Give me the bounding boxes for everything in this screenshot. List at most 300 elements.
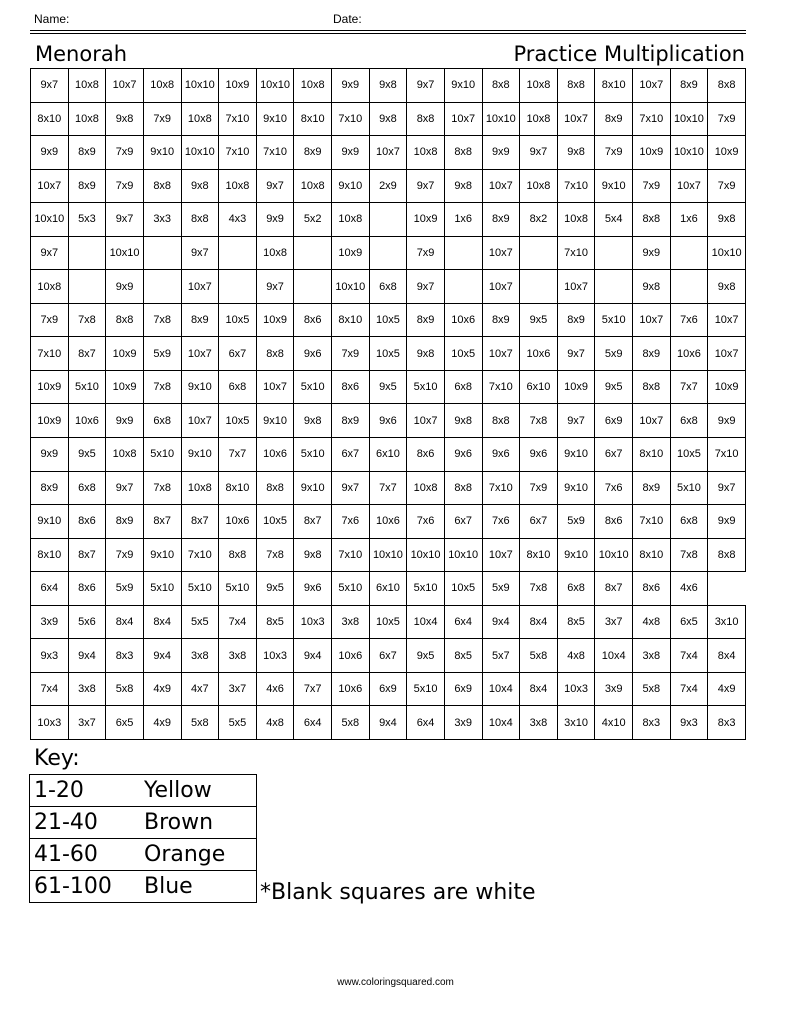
grid-cell[interactable]: 8x4 [106, 605, 144, 639]
grid-cell[interactable]: 5x10 [407, 370, 445, 404]
grid-cell[interactable]: 4x8 [633, 605, 671, 639]
grid-cell[interactable]: 9x10 [181, 438, 219, 472]
grid-cell[interactable] [444, 236, 482, 270]
grid-cell[interactable]: 10x4 [482, 672, 520, 706]
grid-cell[interactable]: 5x6 [68, 605, 106, 639]
grid-cell[interactable]: 9x7 [106, 203, 144, 237]
grid-cell[interactable]: 8x6 [595, 505, 633, 539]
grid-cell[interactable]: 8x10 [31, 538, 69, 572]
grid-cell[interactable]: 8x10 [595, 69, 633, 103]
grid-cell[interactable]: 5x10 [595, 303, 633, 337]
grid-cell[interactable]: 9x8 [181, 169, 219, 203]
grid-cell[interactable]: 5x9 [106, 572, 144, 606]
grid-cell[interactable]: 7x8 [520, 572, 558, 606]
grid-cell[interactable]: 10x7 [181, 270, 219, 304]
grid-cell[interactable]: 10x3 [294, 605, 332, 639]
grid-cell[interactable]: 9x9 [256, 203, 294, 237]
grid-cell[interactable]: 8x4 [520, 605, 558, 639]
grid-cell[interactable]: 8x8 [256, 471, 294, 505]
grid-cell[interactable]: 9x7 [407, 169, 445, 203]
grid-cell[interactable]: 6x5 [670, 605, 708, 639]
grid-cell[interactable]: 10x6 [444, 303, 482, 337]
grid-cell[interactable]: 6x5 [106, 706, 144, 740]
grid-cell[interactable]: 8x4 [520, 672, 558, 706]
grid-cell[interactable]: 5x8 [520, 639, 558, 673]
grid-cell[interactable]: 10x7 [557, 270, 595, 304]
grid-cell[interactable]: 7x9 [708, 102, 746, 136]
grid-cell[interactable]: 6x4 [31, 572, 69, 606]
grid-cell[interactable]: 10x7 [633, 69, 671, 103]
grid-cell[interactable]: 3x7 [595, 605, 633, 639]
grid-cell[interactable]: 6x8 [444, 370, 482, 404]
grid-cell[interactable]: 7x6 [482, 505, 520, 539]
grid-cell[interactable]: 8x8 [633, 370, 671, 404]
grid-cell[interactable]: 9x6 [294, 572, 332, 606]
grid-cell[interactable]: 10x10 [369, 538, 407, 572]
grid-cell[interactable]: 10x5 [369, 337, 407, 371]
grid-cell[interactable]: 10x8 [520, 102, 558, 136]
grid-cell[interactable]: 6x10 [520, 370, 558, 404]
grid-cell[interactable]: 10x8 [520, 69, 558, 103]
grid-cell[interactable]: 10x5 [444, 337, 482, 371]
grid-cell[interactable]: 8x10 [219, 471, 257, 505]
grid-cell[interactable]: 8x8 [106, 303, 144, 337]
grid-cell[interactable]: 7x8 [68, 303, 106, 337]
grid-cell[interactable]: 6x7 [444, 505, 482, 539]
grid-cell[interactable]: 6x8 [670, 505, 708, 539]
grid-cell[interactable]: 9x9 [708, 505, 746, 539]
grid-cell[interactable] [670, 270, 708, 304]
grid-cell[interactable]: 5x3 [68, 203, 106, 237]
grid-cell[interactable]: 8x9 [181, 303, 219, 337]
grid-cell[interactable]: 10x7 [482, 169, 520, 203]
grid-cell[interactable]: 8x7 [595, 572, 633, 606]
grid-cell[interactable]: 10x8 [407, 136, 445, 170]
grid-cell[interactable]: 9x8 [369, 102, 407, 136]
grid-cell[interactable]: 4x9 [708, 672, 746, 706]
grid-cell[interactable] [595, 236, 633, 270]
grid-cell[interactable]: 7x10 [332, 102, 370, 136]
grid-cell[interactable]: 10x7 [106, 69, 144, 103]
grid-cell[interactable]: 8x5 [444, 639, 482, 673]
grid-cell[interactable]: 10x5 [256, 505, 294, 539]
grid-cell[interactable]: 8x6 [68, 572, 106, 606]
grid-cell[interactable]: 9x7 [31, 236, 69, 270]
grid-cell[interactable]: 10x9 [219, 69, 257, 103]
grid-cell[interactable]: 9x10 [256, 102, 294, 136]
grid-cell[interactable]: 3x9 [444, 706, 482, 740]
grid-cell[interactable]: 10x6 [520, 337, 558, 371]
grid-cell[interactable]: 10x10 [407, 538, 445, 572]
grid-cell[interactable]: 10x7 [444, 102, 482, 136]
grid-cell[interactable]: 8x8 [482, 404, 520, 438]
grid-cell[interactable]: 9x9 [31, 136, 69, 170]
grid-cell[interactable]: 6x9 [444, 672, 482, 706]
grid-cell[interactable]: 9x5 [520, 303, 558, 337]
grid-cell[interactable] [68, 270, 106, 304]
grid-cell[interactable]: 5x9 [557, 505, 595, 539]
grid-cell[interactable]: 8x10 [332, 303, 370, 337]
grid-cell[interactable]: 8x8 [407, 102, 445, 136]
grid-cell[interactable]: 8x9 [633, 337, 671, 371]
grid-cell[interactable]: 8x9 [633, 471, 671, 505]
grid-cell[interactable] [143, 270, 181, 304]
grid-cell[interactable]: 8x10 [520, 538, 558, 572]
grid-cell[interactable]: 4x9 [143, 706, 181, 740]
grid-cell[interactable] [670, 236, 708, 270]
grid-cell[interactable]: 7x9 [520, 471, 558, 505]
grid-cell[interactable]: 8x2 [520, 203, 558, 237]
grid-cell[interactable]: 10x4 [482, 706, 520, 740]
grid-cell[interactable]: 7x10 [181, 538, 219, 572]
grid-cell[interactable]: 8x8 [708, 538, 746, 572]
grid-cell[interactable] [219, 270, 257, 304]
grid-cell[interactable] [219, 236, 257, 270]
grid-cell[interactable]: 9x4 [68, 639, 106, 673]
grid-cell[interactable]: 6x8 [557, 572, 595, 606]
grid-cell[interactable]: 6x7 [595, 438, 633, 472]
grid-cell[interactable]: 3x9 [31, 605, 69, 639]
grid-cell[interactable]: 9x10 [557, 471, 595, 505]
grid-cell[interactable]: 7x9 [332, 337, 370, 371]
grid-cell[interactable]: 10x9 [31, 404, 69, 438]
grid-cell[interactable]: 10x6 [68, 404, 106, 438]
grid-cell[interactable]: 9x9 [31, 438, 69, 472]
grid-cell[interactable]: 10x8 [332, 203, 370, 237]
grid-cell[interactable]: 5x10 [219, 572, 257, 606]
grid-cell[interactable]: 7x10 [633, 102, 671, 136]
grid-cell[interactable]: 6x8 [143, 404, 181, 438]
grid-cell[interactable]: 8x8 [482, 69, 520, 103]
grid-cell[interactable]: 9x7 [31, 69, 69, 103]
grid-cell[interactable]: 10x9 [106, 370, 144, 404]
grid-cell[interactable] [68, 236, 106, 270]
grid-cell[interactable]: 6x8 [670, 404, 708, 438]
grid-cell[interactable]: 3x8 [181, 639, 219, 673]
grid-cell[interactable]: 9x10 [595, 169, 633, 203]
grid-cell[interactable]: 10x10 [31, 203, 69, 237]
grid-cell[interactable]: 8x10 [633, 538, 671, 572]
grid-cell[interactable]: 8x8 [444, 471, 482, 505]
grid-cell[interactable]: 10x7 [256, 370, 294, 404]
grid-cell[interactable]: 9x8 [633, 270, 671, 304]
grid-cell[interactable]: 10x8 [219, 169, 257, 203]
grid-cell[interactable]: 7x9 [31, 303, 69, 337]
grid-cell[interactable]: 3x8 [332, 605, 370, 639]
grid-cell[interactable]: 4x3 [219, 203, 257, 237]
grid-cell[interactable]: 9x8 [294, 538, 332, 572]
grid-cell[interactable]: 3x8 [68, 672, 106, 706]
grid-cell[interactable]: 7x7 [294, 672, 332, 706]
grid-cell[interactable]: 5x8 [332, 706, 370, 740]
grid-cell[interactable]: 10x10 [181, 69, 219, 103]
grid-cell[interactable]: 9x7 [557, 337, 595, 371]
grid-cell[interactable]: 10x5 [670, 438, 708, 472]
grid-cell[interactable]: 9x10 [444, 69, 482, 103]
grid-cell[interactable]: 6x10 [369, 572, 407, 606]
grid-cell[interactable]: 10x3 [557, 672, 595, 706]
grid-cell[interactable]: 8x3 [633, 706, 671, 740]
grid-cell[interactable]: 9x10 [294, 471, 332, 505]
grid-cell[interactable]: 7x10 [31, 337, 69, 371]
grid-cell[interactable]: 4x8 [256, 706, 294, 740]
grid-cell[interactable]: 8x5 [256, 605, 294, 639]
grid-cell[interactable]: 9x9 [106, 404, 144, 438]
grid-cell[interactable]: 4x10 [595, 706, 633, 740]
grid-cell[interactable]: 8x8 [633, 203, 671, 237]
grid-cell[interactable]: 10x10 [708, 236, 746, 270]
grid-cell[interactable]: 8x4 [708, 639, 746, 673]
grid-cell[interactable]: 7x10 [219, 136, 257, 170]
grid-cell[interactable]: 9x4 [294, 639, 332, 673]
grid-cell[interactable]: 5x8 [106, 672, 144, 706]
grid-cell[interactable]: 8x5 [557, 605, 595, 639]
grid-cell[interactable]: 6x9 [369, 672, 407, 706]
grid-cell[interactable]: 7x4 [219, 605, 257, 639]
grid-cell[interactable]: 8x9 [557, 303, 595, 337]
grid-cell[interactable]: 8x4 [143, 605, 181, 639]
grid-cell[interactable]: 7x6 [670, 303, 708, 337]
grid-cell[interactable]: 9x9 [106, 270, 144, 304]
grid-cell[interactable]: 8x3 [106, 639, 144, 673]
grid-cell[interactable]: 10x5 [369, 303, 407, 337]
grid-cell[interactable]: 8x10 [633, 438, 671, 472]
grid-cell[interactable]: 8x9 [332, 404, 370, 438]
grid-cell[interactable]: 9x5 [256, 572, 294, 606]
grid-cell[interactable]: 8x6 [633, 572, 671, 606]
grid-cell[interactable]: 5x8 [181, 706, 219, 740]
grid-cell[interactable]: 10x7 [482, 337, 520, 371]
grid-cell[interactable]: 10x8 [256, 236, 294, 270]
grid-cell[interactable]: 10x6 [256, 438, 294, 472]
grid-cell[interactable]: 9x10 [143, 538, 181, 572]
grid-cell[interactable]: 8x6 [68, 505, 106, 539]
grid-cell[interactable]: 8x7 [181, 505, 219, 539]
grid-cell[interactable]: 7x9 [633, 169, 671, 203]
grid-cell[interactable]: 9x7 [181, 236, 219, 270]
grid-cell[interactable]: 10x8 [407, 471, 445, 505]
grid-cell[interactable]: 9x10 [332, 169, 370, 203]
grid-cell[interactable]: 10x6 [670, 337, 708, 371]
grid-cell[interactable]: 8x7 [68, 337, 106, 371]
grid-cell[interactable]: 8x9 [68, 169, 106, 203]
grid-cell[interactable]: 10x10 [106, 236, 144, 270]
grid-cell[interactable]: 10x7 [557, 102, 595, 136]
grid-cell[interactable]: 9x7 [332, 471, 370, 505]
grid-cell[interactable]: 10x6 [332, 672, 370, 706]
grid-cell[interactable]: 9x6 [444, 438, 482, 472]
grid-cell[interactable]: 9x8 [294, 404, 332, 438]
grid-cell[interactable]: 9x4 [369, 706, 407, 740]
grid-cell[interactable]: 5x9 [595, 337, 633, 371]
grid-cell[interactable]: 10x7 [482, 538, 520, 572]
grid-cell[interactable]: 10x5 [369, 605, 407, 639]
grid-cell[interactable]: 3x8 [633, 639, 671, 673]
grid-cell[interactable]: 10x7 [482, 236, 520, 270]
grid-cell[interactable]: 7x9 [595, 136, 633, 170]
grid-cell[interactable]: 8x7 [68, 538, 106, 572]
grid-cell[interactable]: 9x5 [407, 639, 445, 673]
grid-cell[interactable]: 7x8 [520, 404, 558, 438]
grid-cell[interactable]: 10x7 [181, 404, 219, 438]
grid-cell[interactable]: 9x8 [369, 69, 407, 103]
grid-cell[interactable]: 5x10 [143, 572, 181, 606]
grid-cell[interactable]: 3x3 [143, 203, 181, 237]
grid-cell[interactable]: 9x4 [143, 639, 181, 673]
grid-cell[interactable]: 5x9 [143, 337, 181, 371]
grid-cell[interactable]: 6x4 [294, 706, 332, 740]
grid-cell[interactable]: 10x9 [332, 236, 370, 270]
grid-cell[interactable]: 9x10 [31, 505, 69, 539]
grid-cell[interactable]: 7x9 [106, 136, 144, 170]
grid-cell[interactable]: 10x8 [31, 270, 69, 304]
grid-cell[interactable]: 6x7 [219, 337, 257, 371]
grid-cell[interactable]: 9x9 [332, 136, 370, 170]
grid-cell[interactable]: 1x6 [670, 203, 708, 237]
grid-cell[interactable]: 5x4 [595, 203, 633, 237]
grid-cell[interactable]: 5x10 [294, 438, 332, 472]
grid-cell[interactable]: 5x5 [219, 706, 257, 740]
grid-cell[interactable]: 9x7 [407, 69, 445, 103]
grid-cell[interactable]: 10x8 [520, 169, 558, 203]
grid-cell[interactable]: 10x7 [407, 404, 445, 438]
grid-cell[interactable]: 10x6 [219, 505, 257, 539]
grid-cell[interactable]: 7x4 [670, 639, 708, 673]
grid-cell[interactable]: 10x8 [68, 69, 106, 103]
grid-cell[interactable]: 10x8 [181, 102, 219, 136]
grid-cell[interactable]: 10x6 [369, 505, 407, 539]
grid-cell[interactable]: 6x7 [520, 505, 558, 539]
grid-cell[interactable]: 7x10 [256, 136, 294, 170]
grid-cell[interactable]: 10x10 [332, 270, 370, 304]
grid-cell[interactable]: 10x10 [181, 136, 219, 170]
grid-cell[interactable]: 5x10 [68, 370, 106, 404]
grid-cell[interactable]: 7x6 [332, 505, 370, 539]
grid-cell[interactable]: 8x9 [670, 69, 708, 103]
grid-cell[interactable]: 9x5 [595, 370, 633, 404]
grid-cell[interactable]: 6x7 [369, 639, 407, 673]
grid-cell[interactable]: 10x7 [633, 303, 671, 337]
grid-cell[interactable]: 5x7 [482, 639, 520, 673]
grid-cell[interactable]: 9x8 [444, 169, 482, 203]
grid-cell[interactable]: 8x7 [294, 505, 332, 539]
grid-cell[interactable]: 5x8 [633, 672, 671, 706]
grid-cell[interactable]: 7x8 [256, 538, 294, 572]
grid-cell[interactable]: 10x9 [407, 203, 445, 237]
grid-cell[interactable]: 9x9 [482, 136, 520, 170]
grid-cell[interactable]: 7x7 [369, 471, 407, 505]
grid-cell[interactable]: 10x4 [407, 605, 445, 639]
grid-cell[interactable]: 10x8 [294, 69, 332, 103]
grid-cell[interactable]: 5x10 [294, 370, 332, 404]
grid-cell[interactable]: 10x9 [31, 370, 69, 404]
grid-cell[interactable]: 10x10 [595, 538, 633, 572]
grid-cell[interactable]: 8x9 [407, 303, 445, 337]
grid-cell[interactable]: 7x10 [557, 236, 595, 270]
grid-cell[interactable]: 9x8 [106, 102, 144, 136]
grid-cell[interactable]: 9x10 [256, 404, 294, 438]
grid-cell[interactable]: 10x5 [219, 303, 257, 337]
grid-cell[interactable]: 9x10 [557, 438, 595, 472]
grid-cell[interactable] [595, 270, 633, 304]
grid-cell[interactable]: 10x7 [708, 337, 746, 371]
grid-cell[interactable]: 6x8 [68, 471, 106, 505]
grid-cell[interactable]: 9x10 [181, 370, 219, 404]
grid-cell[interactable]: 9x9 [633, 236, 671, 270]
grid-cell[interactable]: 10x8 [68, 102, 106, 136]
grid-cell[interactable]: 8x3 [708, 706, 746, 740]
grid-cell[interactable]: 2x9 [369, 169, 407, 203]
grid-cell[interactable]: 10x4 [595, 639, 633, 673]
grid-cell[interactable]: 10x9 [633, 136, 671, 170]
grid-cell[interactable]: 5x2 [294, 203, 332, 237]
grid-cell[interactable]: 6x8 [369, 270, 407, 304]
grid-cell[interactable]: 10x7 [181, 337, 219, 371]
grid-cell[interactable]: 5x10 [407, 572, 445, 606]
grid-cell[interactable]: 5x10 [332, 572, 370, 606]
grid-cell[interactable]: 9x7 [407, 270, 445, 304]
grid-cell[interactable]: 7x6 [595, 471, 633, 505]
grid-cell[interactable]: 10x7 [708, 303, 746, 337]
grid-cell[interactable]: 4x7 [181, 672, 219, 706]
grid-cell[interactable]: 3x8 [520, 706, 558, 740]
grid-cell[interactable]: 9x8 [708, 270, 746, 304]
grid-cell[interactable]: 10x10 [444, 538, 482, 572]
grid-cell[interactable]: 10x10 [670, 136, 708, 170]
grid-cell[interactable]: 4x8 [557, 639, 595, 673]
grid-cell[interactable]: 7x8 [143, 471, 181, 505]
grid-cell[interactable]: 10x5 [444, 572, 482, 606]
grid-cell[interactable]: 9x8 [444, 404, 482, 438]
grid-cell[interactable] [294, 270, 332, 304]
grid-cell[interactable]: 4x6 [256, 672, 294, 706]
grid-cell[interactable]: 9x3 [670, 706, 708, 740]
grid-cell[interactable]: 7x10 [633, 505, 671, 539]
grid-cell[interactable]: 7x8 [143, 303, 181, 337]
grid-cell[interactable]: 5x10 [143, 438, 181, 472]
grid-cell[interactable]: 7x8 [670, 538, 708, 572]
grid-cell[interactable] [294, 236, 332, 270]
grid-cell[interactable]: 9x8 [407, 337, 445, 371]
grid-cell[interactable]: 7x10 [708, 438, 746, 472]
grid-cell[interactable]: 8x8 [256, 337, 294, 371]
grid-cell[interactable]: 10x7 [670, 169, 708, 203]
grid-cell[interactable]: 8x8 [708, 69, 746, 103]
grid-cell[interactable]: 8x9 [482, 203, 520, 237]
grid-cell[interactable]: 10x7 [31, 169, 69, 203]
grid-cell[interactable]: 10x8 [557, 203, 595, 237]
grid-cell[interactable]: 8x7 [143, 505, 181, 539]
grid-cell[interactable]: 9x9 [332, 69, 370, 103]
grid-cell[interactable]: 9x7 [520, 136, 558, 170]
grid-cell[interactable]: 9x8 [557, 136, 595, 170]
grid-cell[interactable]: 10x10 [256, 69, 294, 103]
grid-cell[interactable]: 3x10 [708, 605, 746, 639]
grid-cell[interactable]: 8x8 [181, 203, 219, 237]
grid-cell[interactable]: 5x10 [407, 672, 445, 706]
grid-cell[interactable]: 8x9 [482, 303, 520, 337]
grid-cell[interactable]: 9x6 [369, 404, 407, 438]
grid-cell[interactable]: 5x10 [181, 572, 219, 606]
grid-cell[interactable]: 8x9 [106, 505, 144, 539]
grid-cell[interactable]: 8x10 [31, 102, 69, 136]
grid-cell[interactable]: 8x6 [294, 303, 332, 337]
grid-cell[interactable]: 3x10 [557, 706, 595, 740]
grid-cell[interactable]: 5x10 [670, 471, 708, 505]
grid-cell[interactable]: 3x7 [68, 706, 106, 740]
grid-cell[interactable]: 10x7 [369, 136, 407, 170]
grid-cell[interactable]: 8x9 [31, 471, 69, 505]
